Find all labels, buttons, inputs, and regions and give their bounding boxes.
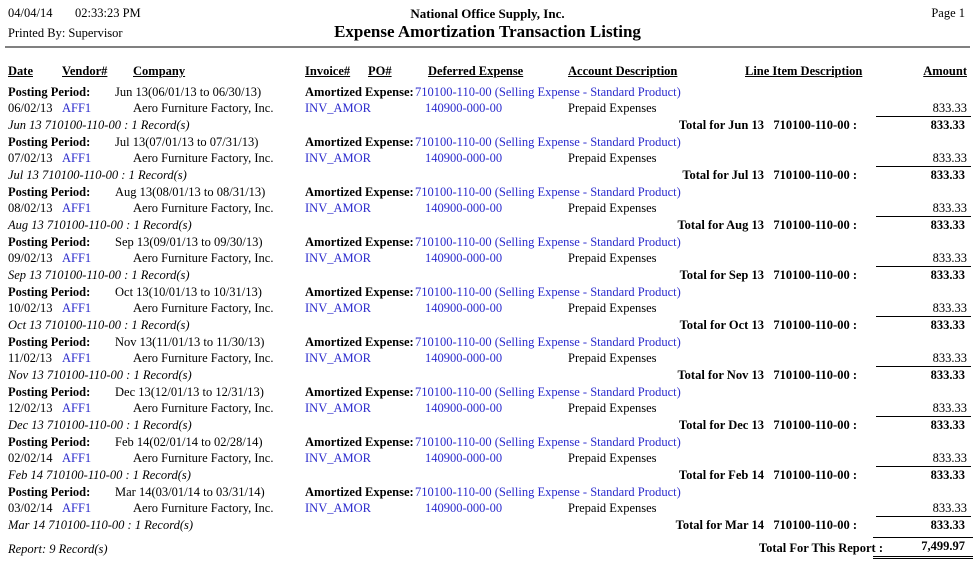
- posting-period-label: Posting Period:: [8, 135, 91, 149]
- page-number: Page 1: [931, 6, 965, 20]
- group-record-summary: Nov 13 710100-110-00 : 1 Record(s): [8, 368, 192, 382]
- period-group: [0, 484, 975, 534]
- printed-by: Printed By: Supervisor: [8, 26, 123, 40]
- group-total-label: Total for Sep 13 710100-110-00 :: [679, 268, 857, 282]
- group-total-amount: 833.33: [876, 316, 971, 333]
- col-invoice: Invoice#: [305, 64, 351, 78]
- line-amount: 833.33: [932, 101, 967, 115]
- line-amount: 833.33: [932, 351, 967, 365]
- account-description: Prepaid Expenses: [568, 301, 657, 315]
- amortized-expense-label: Amortized Expense:: [305, 235, 414, 249]
- group-total-amount: 833.33: [876, 416, 971, 433]
- amortized-expense-label: Amortized Expense:: [305, 185, 414, 199]
- posting-period-value: Jul 13(07/01/13 to 07/31/13): [115, 135, 259, 149]
- transaction-groups: [0, 84, 975, 534]
- report-title: Expense Amortization Transaction Listing: [334, 22, 641, 41]
- group-record-summary: Aug 13 710100-110-00 : 1 Record(s): [8, 218, 192, 232]
- transaction-date: 09/02/13: [8, 251, 53, 265]
- amortized-expense-account-link[interactable]: 710100-110-00 (Selling Expense - Standard Product): [415, 435, 681, 449]
- amortized-expense-label: Amortized Expense:: [305, 285, 414, 299]
- report-total-amount: 7,499.97: [873, 537, 973, 559]
- posting-period-label: Posting Period:: [8, 185, 91, 199]
- account-description: Prepaid Expenses: [568, 251, 657, 265]
- deferred-account-link[interactable]: 140900-000-00: [425, 101, 503, 115]
- group-record-summary: Jul 13 710100-110-00 : 1 Record(s): [8, 168, 187, 182]
- group-total-amount: 833.33: [876, 116, 971, 133]
- amortized-expense-account-link[interactable]: 710100-110-00 (Selling Expense - Standard Product): [415, 85, 681, 99]
- period-group: [0, 284, 975, 334]
- account-description: Prepaid Expenses: [568, 351, 657, 365]
- line-amount: 833.33: [932, 251, 967, 265]
- account-description: Prepaid Expenses: [568, 151, 657, 165]
- period-group: [0, 134, 975, 184]
- group-total-amount: 833.33: [876, 216, 971, 233]
- group-total-label: Total for Jun 13 710100-110-00 :: [678, 118, 857, 132]
- amortized-expense-account-link[interactable]: 710100-110-00 (Selling Expense - Standard Product): [415, 335, 681, 349]
- group-record-summary: Jun 13 710100-110-00 : 1 Record(s): [8, 118, 190, 132]
- posting-period-value: Dec 13(12/01/13 to 12/31/13): [115, 385, 264, 399]
- deferred-account-link[interactable]: 140900-000-00: [425, 301, 503, 315]
- invoice-link[interactable]: INV_AMOR: [305, 351, 371, 365]
- vendor-link[interactable]: AFF1: [62, 401, 92, 415]
- amortized-expense-label: Amortized Expense:: [305, 335, 414, 349]
- col-date: Date: [8, 64, 33, 78]
- account-description: Prepaid Expenses: [568, 101, 657, 115]
- deferred-account-link[interactable]: 140900-000-00: [425, 401, 503, 415]
- col-po: PO#: [368, 64, 392, 78]
- account-description: Prepaid Expenses: [568, 201, 657, 215]
- vendor-company: Aero Furniture Factory, Inc.: [133, 401, 274, 415]
- amortized-expense-account-link[interactable]: 710100-110-00 (Selling Expense - Standard Product): [415, 385, 681, 399]
- amortized-expense-account-link[interactable]: 710100-110-00 (Selling Expense - Standard Product): [415, 135, 681, 149]
- group-total-label: Total for Feb 14 710100-110-00 :: [678, 468, 857, 482]
- print-date: 04/04/14: [8, 6, 53, 20]
- invoice-link[interactable]: INV_AMOR: [305, 201, 371, 215]
- print-time: 02:33:23 PM: [75, 6, 141, 20]
- group-total-label: Total for Oct 13 710100-110-00 :: [679, 318, 857, 332]
- amortized-expense-label: Amortized Expense:: [305, 85, 414, 99]
- vendor-link[interactable]: AFF1: [62, 351, 92, 365]
- invoice-link[interactable]: INV_AMOR: [305, 501, 371, 515]
- transaction-date: 03/02/14: [8, 501, 53, 515]
- vendor-company: Aero Furniture Factory, Inc.: [133, 251, 274, 265]
- account-description: Prepaid Expenses: [568, 401, 657, 415]
- vendor-link[interactable]: AFF1: [62, 101, 92, 115]
- vendor-company: Aero Furniture Factory, Inc.: [133, 351, 274, 365]
- posting-period-label: Posting Period:: [8, 235, 91, 249]
- period-group: [0, 234, 975, 284]
- vendor-company: Aero Furniture Factory, Inc.: [133, 101, 274, 115]
- posting-period-value: Aug 13(08/01/13 to 08/31/13): [115, 185, 266, 199]
- vendor-link[interactable]: AFF1: [62, 151, 92, 165]
- vendor-link[interactable]: AFF1: [62, 251, 92, 265]
- transaction-date: 08/02/13: [8, 201, 53, 215]
- vendor-company: Aero Furniture Factory, Inc.: [133, 301, 274, 315]
- group-record-summary: Dec 13 710100-110-00 : 1 Record(s): [8, 418, 192, 432]
- deferred-account-link[interactable]: 140900-000-00: [425, 451, 503, 465]
- invoice-link[interactable]: INV_AMOR: [305, 101, 371, 115]
- group-record-summary: Mar 14 710100-110-00 : 1 Record(s): [8, 518, 194, 532]
- group-record-summary: Feb 14 710100-110-00 : 1 Record(s): [8, 468, 191, 482]
- col-company: Company: [133, 64, 186, 78]
- vendor-company: Aero Furniture Factory, Inc.: [133, 451, 274, 465]
- transaction-date: 11/02/13: [8, 351, 52, 365]
- posting-period-value: Mar 14(03/01/14 to 03/31/14): [115, 485, 265, 499]
- vendor-company: Aero Furniture Factory, Inc.: [133, 201, 274, 215]
- col-account-description: Account Description: [568, 64, 678, 78]
- deferred-account-link[interactable]: 140900-000-00: [425, 151, 503, 165]
- group-total-amount: 833.33: [876, 166, 971, 183]
- group-total-amount: 833.33: [876, 266, 971, 283]
- deferred-account-link[interactable]: 140900-000-00: [425, 351, 503, 365]
- posting-period-label: Posting Period:: [8, 85, 91, 99]
- line-amount: 833.33: [932, 301, 967, 315]
- posting-period-label: Posting Period:: [8, 385, 91, 399]
- amortized-expense-account-link[interactable]: 710100-110-00 (Selling Expense - Standard Product): [415, 235, 681, 249]
- vendor-link[interactable]: AFF1: [62, 501, 92, 515]
- period-group: [0, 434, 975, 484]
- posting-period-label: Posting Period:: [8, 335, 91, 349]
- account-description: Prepaid Expenses: [568, 501, 657, 515]
- period-group: [0, 184, 975, 234]
- posting-period-label: Posting Period:: [8, 485, 91, 499]
- amortized-expense-label: Amortized Expense:: [305, 135, 414, 149]
- amortized-expense-account-link[interactable]: 710100-110-00 (Selling Expense - Standard Product): [415, 485, 681, 499]
- group-total-label: Total for Aug 13 710100-110-00 :: [677, 218, 857, 232]
- company-name: National Office Supply, Inc.: [410, 6, 565, 21]
- transaction-date: 10/02/13: [8, 301, 53, 315]
- vendor-company: Aero Furniture Factory, Inc.: [133, 501, 274, 515]
- amortized-expense-account-link[interactable]: 710100-110-00 (Selling Expense - Standard Product): [415, 285, 681, 299]
- group-record-summary: Sep 13 710100-110-00 : 1 Record(s): [8, 268, 190, 282]
- invoice-link[interactable]: INV_AMOR: [305, 151, 371, 165]
- vendor-company: Aero Furniture Factory, Inc.: [133, 151, 274, 165]
- period-group: [0, 334, 975, 384]
- report-total-label: Total For This Report :: [758, 541, 883, 555]
- group-total-amount: 833.33: [876, 516, 971, 533]
- group-total-amount: 833.33: [876, 366, 971, 383]
- line-amount: 833.33: [932, 151, 967, 165]
- group-record-summary: Oct 13 710100-110-00 : 1 Record(s): [8, 318, 190, 332]
- transaction-date: 07/02/13: [8, 151, 53, 165]
- column-header-row: [0, 64, 975, 80]
- group-total-label: Total for Jul 13 710100-110-00 :: [682, 168, 857, 182]
- invoice-link[interactable]: INV_AMOR: [305, 301, 371, 315]
- vendor-link[interactable]: AFF1: [62, 201, 92, 215]
- deferred-account-link[interactable]: 140900-000-00: [425, 201, 503, 215]
- posting-period-value: Feb 14(02/01/14 to 02/28/14): [115, 435, 263, 449]
- posting-period-value: Sep 13(09/01/13 to 09/30/13): [115, 235, 263, 249]
- amortized-expense-label: Amortized Expense:: [305, 435, 414, 449]
- posting-period-value: Jun 13(06/01/13 to 06/30/13): [115, 85, 262, 99]
- line-amount: 833.33: [932, 451, 967, 465]
- report-record-count: Report: 9 Record(s): [8, 542, 108, 556]
- transaction-date: 12/02/13: [8, 401, 53, 415]
- deferred-account-link[interactable]: 140900-000-00: [425, 251, 503, 265]
- period-group: [0, 384, 975, 434]
- transaction-date: 06/02/13: [8, 101, 53, 115]
- posting-period-value: Oct 13(10/01/13 to 10/31/13): [115, 285, 262, 299]
- invoice-link[interactable]: INV_AMOR: [305, 451, 371, 465]
- col-amount: Amount: [923, 64, 967, 78]
- col-deferred-expense: Deferred Expense: [428, 64, 524, 78]
- amortized-expense-label: Amortized Expense:: [305, 385, 414, 399]
- transaction-date: 02/02/14: [8, 451, 53, 465]
- posting-period-value: Nov 13(11/01/13 to 11/30/13): [115, 335, 265, 349]
- account-description: Prepaid Expenses: [568, 451, 657, 465]
- invoice-link[interactable]: INV_AMOR: [305, 401, 371, 415]
- amortized-expense-label: Amortized Expense:: [305, 485, 414, 499]
- vendor-link[interactable]: AFF1: [62, 451, 92, 465]
- posting-period-label: Posting Period:: [8, 285, 91, 299]
- amortized-expense-account-link[interactable]: 710100-110-00 (Selling Expense - Standard Product): [415, 185, 681, 199]
- group-total-label: Total for Nov 13 710100-110-00 :: [677, 368, 857, 382]
- group-total-label: Total for Mar 14 710100-110-00 :: [675, 518, 857, 532]
- group-total-amount: 833.33: [876, 466, 971, 483]
- invoice-link[interactable]: INV_AMOR: [305, 251, 371, 265]
- group-total-label: Total for Dec 13 710100-110-00 :: [678, 418, 857, 432]
- header-divider: [5, 46, 970, 48]
- posting-period-label: Posting Period:: [8, 435, 91, 449]
- deferred-account-link[interactable]: 140900-000-00: [425, 501, 503, 515]
- line-amount: 833.33: [932, 501, 967, 515]
- line-amount: 833.33: [932, 401, 967, 415]
- vendor-link[interactable]: AFF1: [62, 301, 92, 315]
- line-amount: 833.33: [932, 201, 967, 215]
- period-group: [0, 84, 975, 134]
- col-line-item-description: Line Item Description: [745, 64, 863, 78]
- col-vendor: Vendor#: [62, 64, 108, 78]
